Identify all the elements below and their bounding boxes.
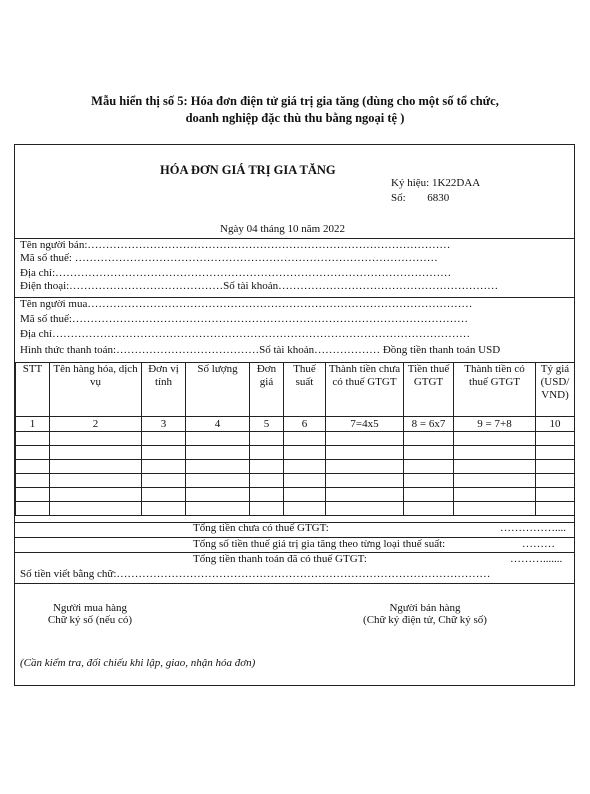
vat-value: ……… [522, 538, 555, 550]
buyer-name: Tên người mua…………………………………………………………………………………………… [20, 298, 473, 310]
header-cell: STT [16, 363, 50, 417]
subtotal-value: …………….... [500, 522, 566, 534]
header-cell: Tỷ giá (USD/ VND) [536, 363, 575, 417]
seller-tax-code: Mã số thuế: ……………………………………………………………………………………… [20, 252, 438, 264]
heading-line-2: doanh nghiệp đặc thù thu bằng ngoại tệ ) [185, 111, 405, 125]
symbol-value: 1K22DAA [431, 177, 481, 189]
amount-in-words: Số tiền viết bằng chữ:………………………………………………………………………………………… [20, 568, 491, 580]
total-label: Tổng tiền thanh toán đã có thuế GTGT: [193, 553, 367, 565]
header-cell: Thành tiền có thuế GTGT [454, 363, 536, 417]
index-cell: 4 [186, 417, 250, 432]
invoice-title: HÓA ĐƠN GIÁ TRỊ GIA TĂNG [160, 163, 336, 177]
index-cell: 7=4x5 [326, 417, 404, 432]
buyer-address: Địa chỉ…………………………………………………………………………………………………… [20, 328, 471, 340]
seller-signature-note: (Chữ ký điện tử, Chữ ký số) [363, 614, 487, 626]
total-value: ………....... [510, 553, 563, 565]
index-cell: 5 [250, 417, 284, 432]
seller-address: Địa chỉ:……………………………………………………………………………………………… [20, 267, 452, 279]
header-cell: Tên hàng hóa, dịch vụ [50, 363, 142, 417]
buyer-signature-note: Chữ ký số (nếu có) [47, 614, 133, 626]
table-row [16, 502, 575, 516]
index-cell: 1 [16, 417, 50, 432]
index-cell: 9 = 7+8 [454, 417, 536, 432]
index-cell: 2 [50, 417, 142, 432]
buyer-tax-code: Mã số thuế:……………………………………………………………………………………………… [20, 313, 468, 325]
header-cell: Đơn vị tính [142, 363, 186, 417]
payment-method: Hình thức thanh toán:…………………………………Số tài khoản……………… Đồng tiền thanh toán USD [20, 344, 501, 356]
table-row [16, 446, 575, 460]
seller-name: Tên người bán:……………………………………………………………………………………… [20, 239, 451, 251]
index-cell: 6 [284, 417, 326, 432]
divider [15, 583, 574, 584]
seller-signature-block [320, 602, 530, 626]
symbol-label: Ký hiệu: [391, 177, 430, 189]
index-cell: 3 [142, 417, 186, 432]
seller-phone: Điện thoại:……………………………………Số tài khoản…………………………………………………… [20, 280, 499, 292]
header-cell: Thuế suất [284, 363, 326, 417]
items-table [15, 362, 575, 516]
table-row [16, 432, 575, 446]
vat-label: Tổng số tiền thuế giá trị gia tăng theo từng loại thuế suất: [193, 538, 446, 550]
header-cell: Đơn giá [250, 363, 284, 417]
table-row [16, 474, 575, 488]
invoice-date: Ngày 04 tháng 10 năm 2022 [220, 223, 345, 235]
verification-note: (Cần kiểm tra, đối chiếu khi lập, giao, nhận hóa đơn) [20, 657, 256, 669]
header-cell: Tiền thuế GTGT [404, 363, 454, 417]
buyer-signature-block [15, 602, 165, 626]
header-cell: Số lượng [186, 363, 250, 417]
number-label: Số: [391, 192, 406, 204]
symbol-row [391, 177, 480, 189]
sample-heading [20, 93, 570, 127]
number-value: 6830 [427, 192, 450, 204]
subtotal-label: Tổng tiền chưa có thuế GTGT: [193, 522, 329, 534]
table-header-row [16, 363, 575, 417]
heading-line-1: Mẫu hiển thị số 5: Hóa đơn điện tử giá trị gia tăng (dùng cho một số tổ chức, [91, 94, 499, 108]
header-cell: Thành tiền chưa có thuế GTGT [326, 363, 404, 417]
seller-signature-title: Người bán hàng [389, 602, 461, 614]
table-row [16, 488, 575, 502]
invoice-form [14, 144, 575, 686]
number-row [391, 192, 449, 204]
table-index-row [16, 417, 575, 432]
index-cell: 8 = 6x7 [404, 417, 454, 432]
index-cell: 10 [536, 417, 575, 432]
buyer-signature-title: Người mua hàng [52, 602, 128, 614]
table-row [16, 460, 575, 474]
